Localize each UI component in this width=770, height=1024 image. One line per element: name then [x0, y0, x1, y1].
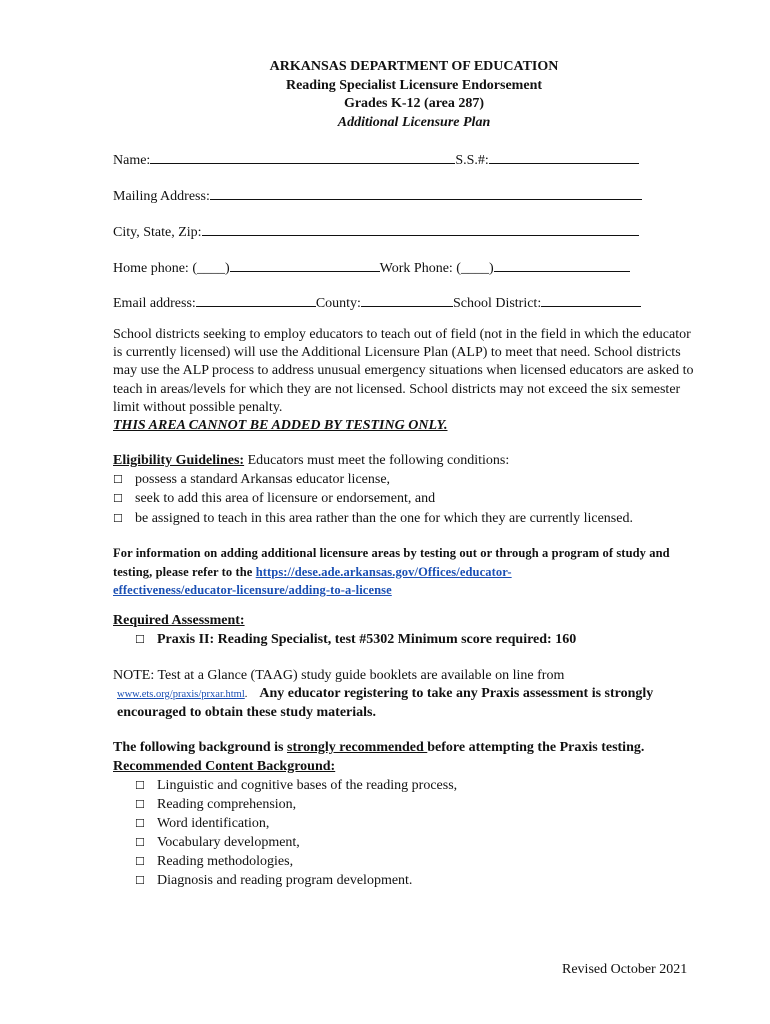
revision-date: Revised October 2021 — [562, 962, 688, 977]
intro-paragraph: School districts seeking to employ educators to teach out of field (not in the field in which the educator is currently licensed) will use the Additional Licensure Plan (ALP) to meet that need. School districts may use the ALP process to address unusual emergency situations when licensed educators are asked to teach in areas/levels for which they are not licensed. School districts may not exceed the six semester limit without possible penalty. — [113, 327, 694, 415]
background-item-text: Diagnosis and reading program development. — [157, 873, 413, 888]
assessment-item — [135, 632, 576, 648]
assessment-heading-row — [113, 613, 245, 629]
background-lead-prefix: The following background is — [113, 740, 288, 755]
checkbox-icon: ☐ — [135, 798, 145, 811]
background-item — [135, 873, 412, 889]
background-item-text: Reading comprehension, — [157, 797, 297, 812]
grades-title: Grades K-12 (area 287) — [343, 96, 485, 111]
note-line — [113, 668, 564, 684]
note-line-3 — [117, 705, 376, 721]
background-lead-suffix: before attempting the Praxis testing. — [427, 740, 645, 755]
checkbox-icon: ☐ — [113, 492, 123, 505]
mailing-row — [113, 185, 642, 205]
email-row — [113, 292, 641, 312]
link-suffix: . — [244, 689, 248, 700]
background-heading: Recommended Content Background: — [113, 759, 336, 774]
checkbox-icon: ☐ — [135, 633, 145, 646]
note-line-2 — [117, 686, 653, 702]
background-item-text: Word identification, — [157, 816, 270, 831]
county-field[interactable] — [361, 292, 453, 307]
eligibility-heading: Eligibility Guidelines: — [113, 453, 245, 468]
checkbox-icon: ☐ — [135, 836, 145, 849]
checkbox-icon: ☐ — [135, 817, 145, 830]
eligibility-lead: Educators must meet the following conditions: — [244, 453, 510, 468]
adding-license-link[interactable]: https://dese.ade.arkansas.gov/Offices/educator- — [255, 564, 512, 579]
background-lead-underlined: strongly recommended — [287, 740, 428, 755]
background-item-text: Reading methodologies, — [157, 854, 294, 869]
ets-link[interactable]: www.ets.org/praxis/prxar.html — [117, 689, 245, 700]
agency-title: ARKANSAS DEPARTMENT OF EDUCATION — [269, 59, 559, 74]
checkbox-icon: ☐ — [135, 855, 145, 868]
ssn-label: S.S.#: — [455, 153, 489, 168]
background-heading-row — [113, 759, 335, 775]
checkbox-icon: ☐ — [135, 779, 145, 792]
note-bold-1: Any educator registering to take any Praxis assessment is strongly — [259, 686, 654, 701]
name-row — [113, 149, 639, 169]
background-item — [135, 797, 296, 813]
testing-warning: THIS AREA CANNOT BE ADDED BY TESTING ONLY. — [113, 418, 448, 434]
adding-license-link-cont[interactable]: effectiveness/educator-licensure/adding-to-a-license — [113, 583, 392, 597]
background-lead — [113, 740, 644, 756]
background-item — [135, 835, 300, 851]
district-field[interactable] — [541, 292, 641, 307]
checkbox-icon: ☐ — [135, 874, 145, 887]
eligibility-item — [113, 472, 390, 488]
mailing-label: Mailing Address: — [113, 189, 210, 204]
background-item — [135, 778, 457, 794]
background-item — [135, 854, 293, 870]
email-label: Email address: — [113, 296, 196, 311]
endorsement-title: Reading Specialist Licensure Endorsement — [285, 77, 543, 93]
phone-row — [113, 257, 630, 277]
eligibility-heading-row — [113, 453, 509, 469]
document-header — [0, 58, 770, 132]
eligibility-item-text: be assigned to teach in this area rather than the one for which they are currently licensed. — [135, 511, 633, 526]
eligibility-item — [113, 491, 435, 507]
eligibility-item-text: possess a standard Arkansas educator license, — [135, 472, 391, 487]
city-row — [113, 221, 639, 241]
name-label: Name: — [113, 153, 151, 168]
city-label: City, State, Zip: — [113, 225, 202, 240]
background-item-text: Linguistic and cognitive bases of the reading process, — [157, 778, 458, 793]
ssn-field[interactable] — [489, 149, 639, 164]
name-field[interactable] — [150, 149, 455, 164]
note-bold-2: encouraged to obtain these study materials. — [117, 705, 376, 720]
background-item-text: Vocabulary development, — [157, 835, 300, 850]
note-text: NOTE: Test at a Glance (TAAG) study guide booklets are available on line from — [113, 668, 565, 683]
home-phone-label: Home phone: (____) — [113, 261, 230, 276]
checkbox-icon: ☐ — [113, 512, 123, 525]
checkbox-icon: ☐ — [113, 473, 123, 486]
plan-title: Additional Licensure Plan — [337, 114, 491, 130]
city-field[interactable] — [202, 221, 639, 236]
info-text: For information on adding additional licensure areas by testing out or through a program of study and testing, please refer to the — [113, 546, 670, 579]
assessment-heading: Required Assessment: — [113, 613, 245, 628]
info-paragraph — [113, 544, 703, 600]
work-phone-label: Work Phone: (____) — [379, 261, 494, 276]
district-label: School District: — [452, 296, 542, 311]
eligibility-item-text: seek to add this area of licensure or endorsement, and — [135, 491, 436, 506]
home-phone-field[interactable] — [230, 257, 380, 272]
work-phone-field[interactable] — [494, 257, 630, 272]
intro-section — [113, 326, 703, 435]
assessment-item-text: Praxis II: Reading Specialist, test #5302 Minimum score required: 160 — [157, 632, 577, 647]
email-field[interactable] — [196, 292, 316, 307]
background-item — [135, 816, 269, 832]
eligibility-item — [113, 511, 633, 527]
county-label: County: — [315, 296, 361, 311]
mailing-field[interactable] — [210, 185, 642, 200]
